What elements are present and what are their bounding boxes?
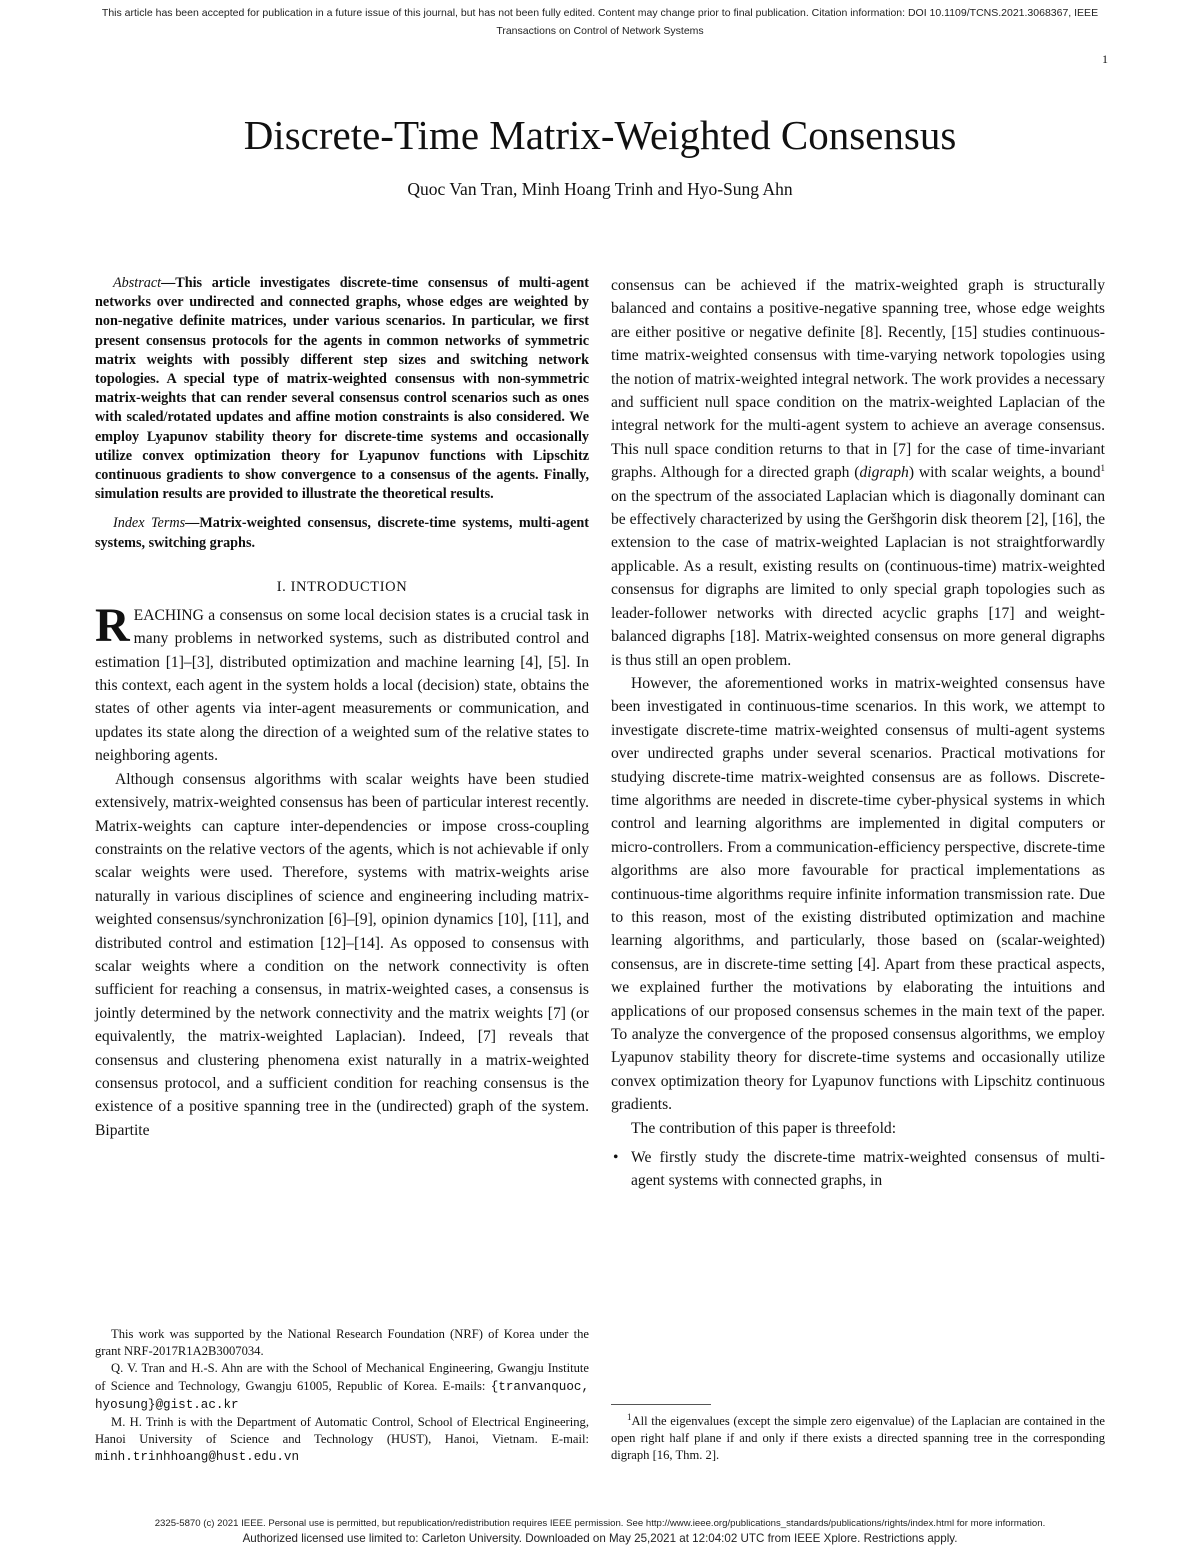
right-footnote	[611, 1413, 1105, 1465]
index-terms	[95, 514, 589, 552]
section-heading-introduction: I. INTRODUCTION	[276, 578, 408, 595]
page-number: 1	[1102, 52, 1108, 66]
abstract-label: Abstract	[113, 275, 162, 291]
eigenvalue-footnote	[611, 1413, 1105, 1465]
index-terms-label: Index Terms	[113, 515, 186, 532]
paper-authors: Quoc Van Tran, Minh Hoang Trinh and Hyo-Sung Ahn	[407, 179, 793, 199]
email-link-2[interactable]: minh.trinhhoang@hust.edu.vn	[95, 1450, 300, 1465]
right-column	[611, 274, 1105, 1193]
right-paragraph-1-part-b: ) with scalar weights, a bound	[908, 464, 1101, 482]
affiliation-footnote-1	[95, 1360, 589, 1414]
license-footer: Authorized licensed use limited to: Carleton University. Downloaded on May 25,2021 at 12:04:02 UTC from IEEE Xplore. Restrictions apply.	[242, 1532, 958, 1545]
affiliation-1-text: Q. V. Tran and H.-S. Ahn are with the School of Mechanical Engineering, Gwangju Institute of Science and Technology, Gwangju 61005, Republic of Korea. E-mails:	[95, 1361, 589, 1393]
affiliation-footnote-2	[95, 1414, 589, 1467]
eigenvalue-footnote-text: All the eigenvalues (except the simple zero eigenvalue) of the Laplacian are contained in the open right half plane if and only if there exists a directed spanning tree in the corresponding digraph [16, Thm. 2].	[611, 1414, 1105, 1463]
bullet-icon: •	[613, 1149, 619, 1167]
journal-header-line2: Transactions on Control of Network Systems	[496, 25, 704, 37]
footnote-marker: 1	[1100, 463, 1105, 474]
copyright-footer: 2325-5870 (c) 2021 IEEE. Personal use is permitted, but republication/redistribution requires IEEE permission. See http://www.ieee.org/publications_standards/publications/rights/index.html for more information.	[154, 1518, 1046, 1529]
intro-paragraph-1-text: EACHING a consensus on some local decision states is a crucial task in many problems in networked systems, such as distributed control and estimation [1]–[3], distributed optimization and machine learning [4], [5]. In this context, each agent in the system holds a local (decision) state, obtains the states of other agents via inter-agent measurements or communication, and updates its state along the direction of a weighted sum of the relative states to neighboring agents.	[95, 606, 589, 765]
journal-header-line1: This article has been accepted for publication in a future issue of this journal, but has not been fully edited. Content may change prior to final publication. Citation information: DOI 10.1109/TCNS.2021.3068367, IEEE	[101, 7, 1099, 19]
right-paragraph-1-part-a: consensus can be achieved if the matrix-weighted graph is structurally balanced and contains a positive-negative spanning tree, whose edge weights are either positive or negative definite [8]. Recently, [15] studies continuous-time matrix-weighted consensus with time-varying network topologies using the notion of matrix-weighted integral network. The work provides a necessary and sufficient null space condition on the matrix-weighted Laplacian of the integral network for the multi-agent system to achieve an average consensus. This null space condition returns to that in [7] for the case of time-invariant graphs. Although for a directed graph (	[611, 277, 1105, 482]
footnote-number: 1	[627, 1411, 632, 1422]
drop-cap: R	[95, 598, 130, 652]
left-column	[95, 274, 589, 1142]
left-footnotes	[95, 1326, 589, 1467]
email-link-1[interactable]: {tranvanquoc, hyosung}@gist.ac.kr	[95, 1379, 589, 1412]
right-paragraph-1	[611, 274, 1105, 672]
contribution-bullet-1	[611, 1146, 1105, 1193]
right-paragraph-2: However, the aforementioned works in matrix-weighted consensus have been investigated in continuous-time scenarios. In this work, we attempt to investigate discrete-time matrix-weighted consensus of multi-agent systems over undirected graphs under several scenarios. Practical motivations for studying discrete-time matrix-weighted consensus are as follows. Discrete-time algorithms are needed in discrete-time cyber-physical systems in which control and learning algorithms are implemented in digital computers or micro-controllers. From a communication-efficiency perspective, discrete-time algorithms are also more favourable for practical implementations as continuous-time algorithms require infinite information transmission rate. Due to this reason, most of the existing distributed optimization and machine learning algorithms, and particularly, those based on (scalar-weighted) consensus, are in discrete-time setting [4]. Apart from these practical aspects, we explained further the motivations by elaborating the intuitions and applications of our proposed consensus schemes in the main text of the paper. To analyze the convergence of the proposed consensus algorithms, we employ Lyapunov stability theory for discrete-time systems and occasionally utilize convex optimization theory for Lyapunov functions with Lipschitz continuous gradients.	[611, 674, 1105, 1114]
footnote-divider	[611, 1404, 711, 1405]
index-terms-text: —Matrix-weighted consensus, discrete-time systems, multi-agent systems, switching graphs.	[95, 515, 589, 551]
abstract	[95, 274, 589, 504]
right-paragraph-1-part-c: on the spectrum of the associated Laplacian which is diagonally dominant can be effectively characterized by using the Geršhgorin disk theorem [2], [16], the extension to the case of matrix-weighted Laplacian is not straightforwardly applicable. As a result, existing results on (continuous-time) matrix-weighted consensus for digraphs are limited to only special graph topologies such as leader-follower networks with directed acyclic graphs [17] and weight-balanced digraphs [18]. Matrix-weighted consensus on more general digraphs is thus still an open problem.	[611, 487, 1105, 669]
intro-paragraph-2: Although consensus algorithms with scalar weights have been studied extensively, matrix-weighted consensus has been of particular interest recently. Matrix-weights can capture inter-dependencies or impose cross-coupling constraints on the relative vectors of the agents, which is not achievable if only scalar weights were used. Therefore, systems with matrix-weights arise naturally in various disciplines of science and engineering including matrix-weighted consensus/synchronization [6]–[9], opinion dynamics [10], [11], and distributed control and estimation [12]–[14]. As opposed to consensus with scalar weights where a condition on the network connectivity is often sufficient for reaching a consensus, in matrix-weighted cases, a consensus is jointly determined by the network connectivity and the matrix weights [7] (or equivalently, the matrix-weighted Laplacian). Indeed, [7] reveals that consensus and clustering phenomena exist naturally in a matrix-weighted consensus protocol, and a sufficient condition for reaching consensus is the existence of a positive spanning tree in the (undirected) graph of the system. Bipartite	[95, 770, 589, 1139]
abstract-text: —This article investigates discrete-time consensus of multi-agent networks over undirected and connected graphs, whose edges are weighted by non-negative definite matrices, under various scenarios. In particular, we first present consensus protocols for the agents in common networks of symmetric matrix weights with possibly different step sizes and switching network topologies. A special type of matrix-weighted consensus with non-symmetric matrix-weights that can render several consensus control scenarios such as ones with scaled/rotated updates and affine motion constraints is also considered. We employ Lyapunov stability theory for discrete-time systems and occasionally utilize convex optimization theory for Lyapunov functions with Lipschitz continuous gradients to show convergence to a consensus of the agents. Finally, simulation results are provided to illustrate the theoretical results.	[95, 275, 589, 503]
right-paragraph-3: The contribution of this paper is threefold:	[631, 1119, 897, 1137]
intro-paragraph-1	[95, 598, 589, 768]
funding-footnote: This work was supported by the National Research Foundation (NRF) of Korea under the grant NRF-2017R1A2B3007034.	[95, 1327, 589, 1359]
contribution-bullet-1-text: We firstly study the discrete-time matrix-weighted consensus of multi-agent systems with connected graphs, in	[631, 1149, 1105, 1190]
paper-title: Discrete-Time Matrix-Weighted Consensus	[243, 112, 957, 158]
affiliation-2-text: M. H. Trinh is with the Department of Automatic Control, School of Electrical Engineering, Hanoi University of Science and Technology (HUST), Hanoi, Vietnam. E-mail:	[95, 1415, 589, 1447]
digraph-term: digraph	[859, 464, 909, 482]
